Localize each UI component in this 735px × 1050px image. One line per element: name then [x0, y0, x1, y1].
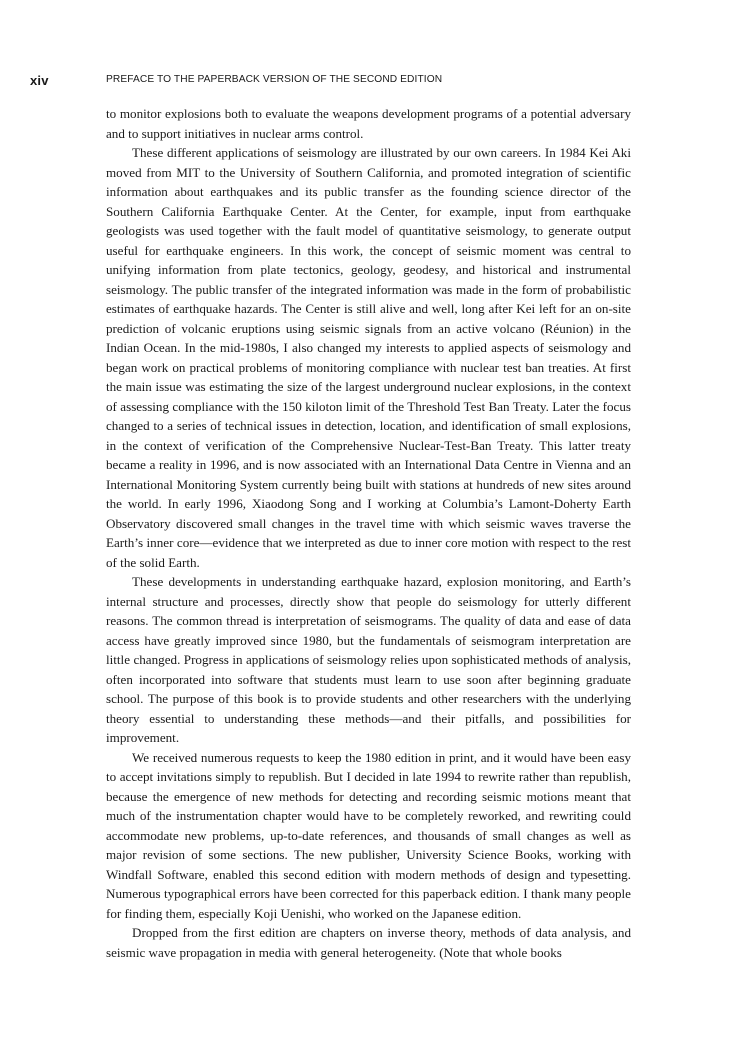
paragraph-requests: We received numerous requests to keep the 1980 edition in print, and it would have been easy to accept invitations simply to republish. But I decided in late 1994 to rewrite rather than republish, because the emergence of new methods for detecting and recording seismic motions meant that much of the instrumentation chapter would have to be completely reworked, and rewriting could accommodate new problems, up-to-date references, and thousands of small changes as well as major revision of some sections. The new publisher, University Science Books, working with Windfall Software, enabled this second edition with modern methods of design and typesetting. Numerous typographical errors have been corrected for this paperback edition. I thank many people for finding them, especially Koji Uenishi, who worked on the Japanese edition.: [106, 749, 631, 921]
paragraph-continued: to monitor explosions both to evaluate the weapons development programs of a potential adversary and to support initiatives in nuclear arms control.: [106, 106, 631, 141]
running-head: [30, 73, 670, 89]
paragraph-developments: These developments in understanding earthquake hazard, explosion monitoring, and Earth’s internal structure and processes, directly show that people do seismology for utterly different reasons. The common thread is interpretation of seismograms. The quality of data and ease of data access have greatly improved since 1980, but the fundamentals of seismogram interpretation are little changed. Progress in applications of seismology relies upon sophisticated methods of analysis, often incorporated into software that students must learn to use soon after beginning graduate school. The purpose of this book is to provide students and other researchers with the underlying theory essential to understanding these methods—and their pitfalls, and possibilities for improvement.: [106, 574, 631, 745]
running-title: PREFACE TO THE PAPERBACK VERSION OF THE SECOND EDITION: [106, 74, 443, 85]
paragraph-dropped: Dropped from the first edition are chapters on inverse theory, methods of data analysis, and seismic wave propagation in media with general heterogeneity. (Note that whole books: [106, 925, 631, 960]
page-number: xiv: [30, 73, 49, 88]
body-text: [106, 104, 631, 962]
paragraph-careers: These different applications of seismology are illustrated by our own careers. In 1984 Kei Aki moved from MIT to the University of Southern California, and promoted integration of scientific information about earthquakes and its public transfer as the founding science director of the Southern California Earthquake Center. At the Center, for example, input from earthquake geologists was used together with the fault model of quantitative seismology, to generate output useful for earthquake engineers. In this work, the concept of seismic moment was central to unifying information from plate tectonics, geology, geodesy, and historical and instrumental seismology. The public transfer of the integrated information was made in the form of probabilistic estimates of earthquake hazards. The Center is still alive and well, long after Kei left for an on-site prediction of volcanic eruptions using seismic signals from an active volcano (Réunion) in the Indian Ocean. In the mid-1980s, I also changed my interests to applied aspects of seismology and began work on practical problems of monitoring compliance with nuclear test ban treaties. At first the main issue was estimating the size of the largest underground nuclear explosions, in the context of assessing compliance with the 150 kiloton limit of the Threshold Test Ban Treaty. Later the focus changed to a series of technical issues in detection, location, and identification of small explosions, in the context of verification of the Comprehensive Nuclear-Test-Ban Treaty. This latter treaty became a reality in 1996, and is now associated with an International Data Centre in Vienna and an International Monitoring System currently being built with stations at hundreds of new sites around the world. In early 1996, Xiaodong Song and I working at Columbia’s Lamont-Doherty Earth Observatory discovered small changes in the travel time with which seismic waves traverse the Earth’s inner core—evidence that we interpreted as due to inner core motion with respect to the rest of the solid Earth.: [106, 145, 631, 570]
